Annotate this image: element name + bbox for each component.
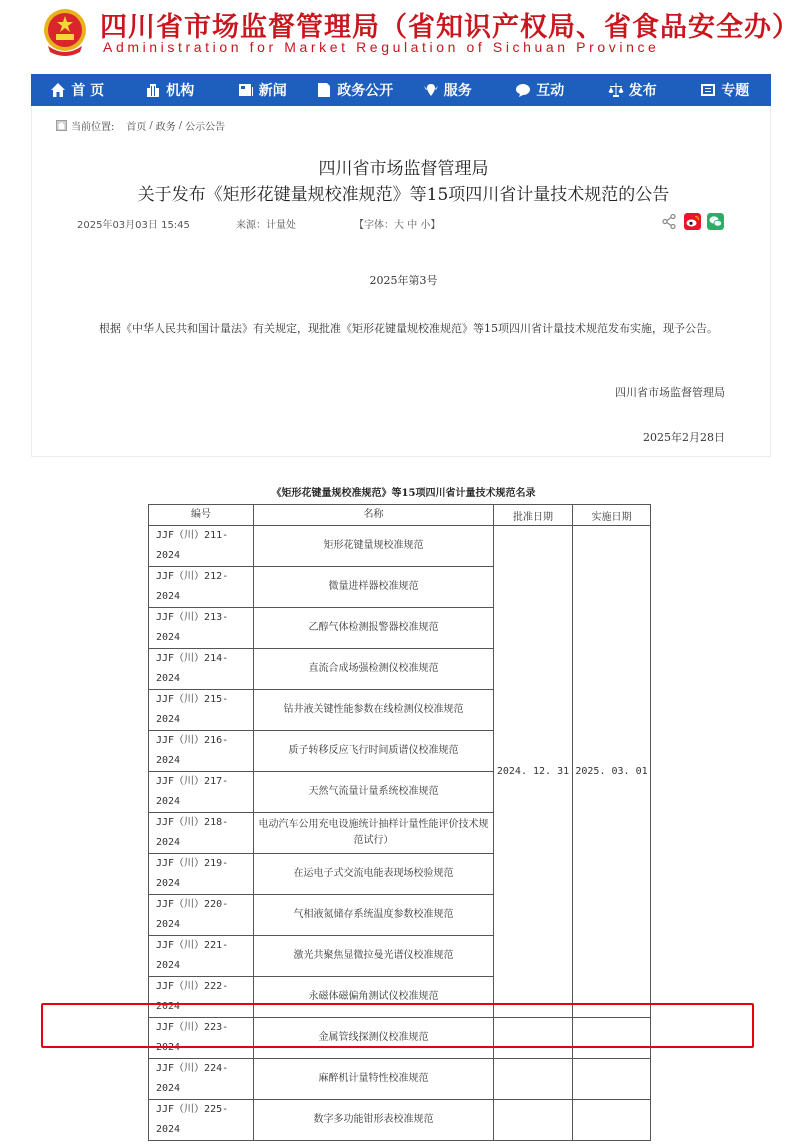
spec-code-cell [149,608,254,649]
font-large-button[interactable]: 大 [394,220,404,231]
approval-date-cell [494,1100,573,1141]
nav-label: 互动 [536,83,565,99]
spec-code-line2: 2024 [156,591,181,602]
spec-name: 质子转移反应飞行时间质谱仪校准规范 [254,731,494,772]
spec-code [156,813,246,853]
nav-release[interactable] [586,80,679,100]
spec-code [156,649,246,689]
font-medium-button[interactable]: 中 [407,220,418,231]
article-title-line2: 关于发布《矩形花键量规校准规范》等15项四川省计量技术规范的公告 [137,185,670,205]
spec-code-line2: 2024 [156,632,181,643]
nav-label: 专题 [721,83,750,99]
site-subtitle: Administration for Market Regulation of Sichuan Province [103,39,660,55]
article-title-line1: 四川省市场监督管理局 [318,159,489,179]
spec-code-line2: 2024 [156,796,181,807]
spec-name: 在运电子式交流电能表现场校验规范 [254,854,494,895]
spec-code [156,1059,246,1099]
breadcrumb-separator: / [178,120,183,131]
font-prefix: 【字体： [354,220,394,231]
spec-name: 微量进样器校准规范 [254,567,494,608]
breadcrumb-affairs[interactable]: 政务 [155,122,176,133]
font-small-button[interactable]: 小 [420,220,431,231]
nav-label: 机构 [166,83,195,99]
spec-code-line1: JJF（川）222- [156,981,229,992]
publish-date: 2025年03月03日 15:45 [77,220,190,231]
chat-icon [515,82,531,98]
spec-code-line1: JJF（川）221- [156,940,229,951]
spec-code-line1: JJF（川）224- [156,1063,229,1074]
nav-news[interactable] [216,80,309,100]
spec-code-line2: 2024 [156,714,181,725]
spec-code-line2: 2024 [156,673,181,684]
document-number: 2025年第3号 [369,274,438,287]
spec-code [156,1100,246,1140]
spec-code [156,895,246,935]
spec-name: 麻醉机计量特性校准规范 [254,1059,494,1100]
scale-icon [608,82,624,98]
breadcrumb-separator: / [149,120,153,131]
spec-code-line2: 2024 [156,878,181,889]
table-title: 《矩形花键量规校准规范》等15项四川省计量技术规范名录 [271,488,536,499]
spec-name: 乙醇气体检测报警器校准规范 [254,608,494,649]
spec-code-cell [149,854,254,895]
breadcrumb-home[interactable]: 首页 [126,122,147,133]
spec-code-line1: JJF（川）223- [156,1022,229,1033]
national-emblem-icon [40,6,90,58]
header-implementation-date: 实施日期 [573,505,651,526]
spec-code-line2: 2024 [156,755,181,766]
spec-code-line1: JJF（川）216- [156,735,229,746]
spec-code-line1: JJF（川）212- [156,571,229,582]
nav-organization[interactable] [124,80,217,100]
spec-code-line1: JJF（川）213- [156,612,229,623]
nav-label: 服务 [443,83,472,99]
spec-code-line2: 2024 [156,550,181,561]
table-row [149,526,651,567]
spec-code-cell [149,772,254,813]
newspaper-icon [238,82,254,98]
weibo-icon[interactable] [684,213,701,230]
spec-name: 电动汽车公用充电设施统计抽样计量性能评价技术规范试行） [254,813,494,854]
spec-code-cell [149,1059,254,1100]
spec-code-line2: 2024 [156,919,181,930]
spec-code-line1: JJF（川）225- [156,1104,229,1115]
spec-code-line1: JJF（川）211- [156,530,229,541]
spec-code-line2: 2024 [156,837,181,848]
spec-code-line1: JJF（川）215- [156,694,229,705]
spec-code-line2: 2024 [156,1042,181,1053]
document-icon [316,82,332,98]
implementation-date-cell [573,1100,651,1141]
home-icon [56,120,67,131]
nav-services[interactable] [401,80,494,100]
spec-code-cell [149,567,254,608]
approval-date-cell [494,1059,573,1100]
breadcrumb [56,118,225,133]
implementation-date-cell: 2025. 03. 01 [573,526,651,1018]
nav-home[interactable] [31,80,124,100]
nav-label: 首 页 [71,83,105,99]
spec-code-cell [149,649,254,690]
spec-code-cell [149,895,254,936]
spec-code-line2: 2024 [156,1083,181,1094]
spec-code [156,854,246,894]
share-bar [655,213,724,230]
implementation-date-cell [573,1059,651,1100]
spec-name: 矩形花键量规校准规范 [254,526,494,567]
spec-code [156,567,246,607]
header-code: 编号 [149,505,254,526]
spec-code-line1: JJF（川）217- [156,776,229,787]
highlight-box [41,1003,754,1048]
article-source: 来源：计量处 [236,220,296,231]
signature: 四川省市场监督管理局 [615,386,725,399]
spec-code-line2: 2024 [156,1001,181,1012]
spec-code [156,936,246,976]
spec-code [156,731,246,771]
spec-code-line1: JJF（川）218- [156,817,229,828]
spec-code [156,608,246,648]
spec-name: 永磁体磁偏角测试仪校准规范 [254,977,494,1018]
spec-name: 数字多功能钳形表校准规范 [254,1100,494,1141]
signature-date: 2025年2月28日 [643,431,725,444]
spec-code-line1: JJF（川）214- [156,653,229,664]
spec-code [156,526,246,566]
spec-code [156,772,246,812]
nav-label: 发布 [628,83,657,99]
breadcrumb-prefix: 当前位置: [71,122,115,133]
main-navbar [31,74,771,106]
home-icon [50,82,66,98]
service-icon [423,82,439,98]
spec-code-line2: 2024 [156,960,181,971]
nav-label: 新闻 [258,83,287,99]
site-header [0,0,807,72]
nav-interaction[interactable] [494,80,587,100]
wechat-icon[interactable] [707,213,724,230]
nav-topics[interactable] [679,80,772,100]
table-row [149,1059,651,1100]
spec-code [156,690,246,730]
spec-code-line2: 2024 [156,1124,181,1135]
spec-code-cell [149,1100,254,1141]
table-header-row [149,505,651,526]
nav-label: 政务公开 [337,83,394,99]
spec-name: 天然气流量计量系统校准规范 [254,772,494,813]
share-icon[interactable] [661,213,678,230]
spec-code-cell [149,690,254,731]
approval-date-cell: 2024. 12. 31 [494,526,573,1018]
spec-code-cell [149,526,254,567]
spec-name: 气相液氮储存系统温度参数校准规范 [254,895,494,936]
topic-icon [700,82,716,98]
header-name: 名称 [254,505,494,526]
spec-code-cell [149,731,254,772]
header-approval-date: 批准日期 [494,505,573,526]
table-row [149,1100,651,1141]
spec-code-cell [149,813,254,854]
spec-name: 直流合成场强检测仪校准规范 [254,649,494,690]
spec-name: 金属管线探测仪校准规范 [254,1018,494,1059]
font-suffix: 】 [430,220,441,231]
spec-name: 激光共聚焦显微拉曼光谱仪校准规范 [254,936,494,977]
article-paragraph: 根据《中华人民共和国计量法》有关规定，现批准《矩形花键量规校准规范》等15项四川省计量技术规范发布实施，现予公告。 [99,322,718,335]
font-size-switcher [354,216,440,231]
spec-name: 钻井液关键性能参数在线检测仪校准规范 [254,690,494,731]
site-title: 四川省市场监督管理局（省知识产权局、省食品安全办） [100,12,800,43]
building-icon [145,82,161,98]
spec-code-cell [149,936,254,977]
spec-code-line1: JJF（川）219- [156,858,229,869]
nav-government-affairs[interactable] [309,80,402,100]
breadcrumb-notices[interactable]: 公示公告 [185,122,226,133]
spec-code-line1: JJF（川）220- [156,899,229,910]
